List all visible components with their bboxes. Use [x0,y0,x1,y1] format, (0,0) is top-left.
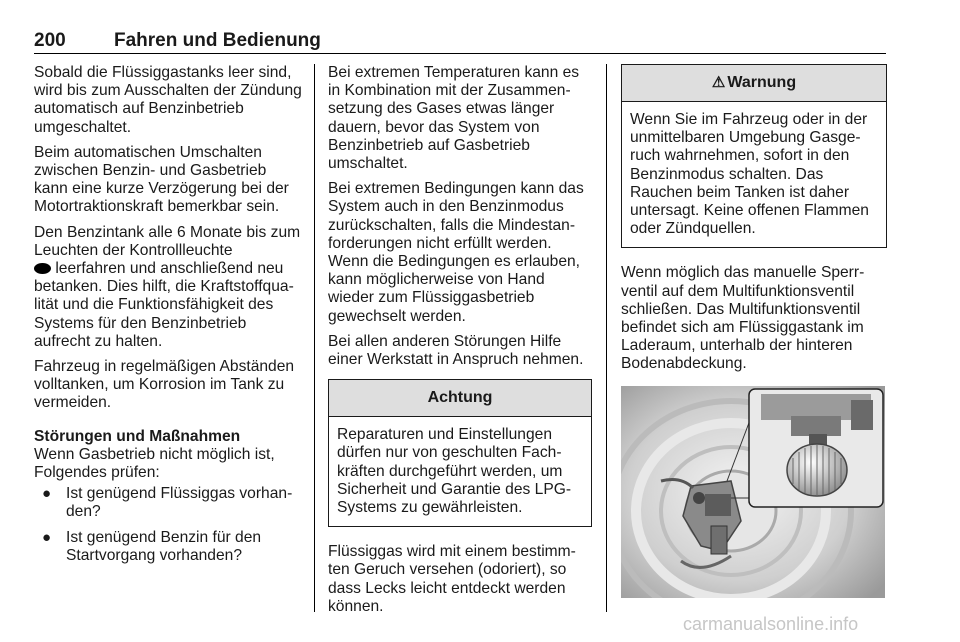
valve-illustration [621,386,885,598]
list-item-text: Ist genügend Benzin für den Startvorgang vorhanden? [66,528,262,564]
list-item-text: Ist genügend Flüssiggas vorhanden? [66,485,293,521]
fuel-warning-lamp-icon [34,263,51,274]
warning-text: Wenn Sie im Fahrzeug oder in der unmittelbaren Umgebung Gasgeruch wahrnehmen, sofort in den Benzinmodus schalten. Das Rauchen beim Tanken ist daher untersagt. Keine offenen Flammen oder Zündquellen. [630,111,869,238]
checklist [34,485,302,565]
warning-title: Warnung [727,74,797,91]
valve-illustration-icon [621,386,885,598]
paragraph-extreme-temp: Bei extremen Temperaturen kann es in Kombination mit der Zusammensetzung des Gases etwas länger dauern, bevor das System von Benzinbetrieb auf Gasbetrieb umschaltet. [328,64,580,173]
paragraph-tank-empty: Sobald die Flüssiggastanks leer sind, wird bis zum Ausschalten der Zündung automatisch auf Benzinbetrieb umgeschaltet. [34,64,302,136]
column-divider [606,64,607,612]
paragraph-petrol-tank [34,224,302,351]
paragraph-petrol-tank-b: leerfahren und anschließend neu betanken. Dies hilft, die Kraftstoffqualität und die Funktionsfähigkeit des Systems für den Benzinbetrieb aufrecht zu halten. [34,260,294,350]
watermark: carmanualsonline.info [683,614,859,634]
section-title: Fahren und Bedienung [114,30,321,51]
header-rule [34,53,886,54]
page-number: 200 [34,30,66,51]
caution-box [328,379,592,527]
bullet-icon: ● [42,528,52,546]
paragraph-extreme-conditions: Bei extremen Bedingungen kann das System auch in den Benzinmodus zurückschalten, falls die Mindestanforderungen nicht erfüllt werden. Wenn die Bedingungen es erlauben, kann möglicherweise von Hand wieder zum Flüssiggasbetrieb gewechselt werden. [328,180,584,325]
caution-text: Reparaturen und Einstellungen dürfen nur von geschulten Fachkräften durchgeführt werden, um Sicherheit und Garantie des LPG-Systems zu gewährleisten. [337,426,572,517]
warning-box [621,64,887,248]
list-item [34,529,302,565]
paragraph-check: Wenn Gasbetrieb nicht möglich ist, Folgendes prüfen: [34,445,275,482]
paragraph-petrol-tank-a: Den Benzintank alle 6 Monate bis zum Leuchten der Kontrollleuchte [34,223,301,259]
column-right [621,64,887,598]
list-item [34,485,302,521]
bullet-icon: ● [42,485,52,503]
page-header [34,30,886,52]
column-divider [314,64,315,612]
caution-title: Achtung [329,380,591,417]
paragraph-auto-switch: Beim automatischen Umschalten zwischen Benzin- und Gasbetrieb kann eine kurze Verzögerung bei der Motortraktionskraft bemerkbar sein. [34,143,289,216]
paragraph-workshop: Bei allen anderen Störungen Hilfe einer Werkstatt in Anspruch nehmen. [328,332,584,369]
paragraph-odor: Flüssiggas wird mit einem bestimmten Geruch versehen (odoriert), so dass Lecks leicht entdeckt werden können. [328,543,576,615]
paragraph-refuel: Fahrzeug in regelmäßigen Abständen volltanken, um Korrosion im Tank zu vermeiden. [34,358,295,412]
warning-triangle-icon: ⚠ [711,74,726,91]
column-left [34,64,302,572]
paragraph-shutoff-valve: Wenn möglich das manuelle Sperrventil auf dem Multifunktionsventil schließen. Das Multifunktionsventil befindet sich am Flüssiggastank im Laderaum, unterhalb der hinteren Bodenabdeckung. [621,264,865,373]
warning-header [622,65,886,102]
column-middle [328,64,592,623]
subheading-faults: Störungen und Maßnahmen [34,427,241,445]
